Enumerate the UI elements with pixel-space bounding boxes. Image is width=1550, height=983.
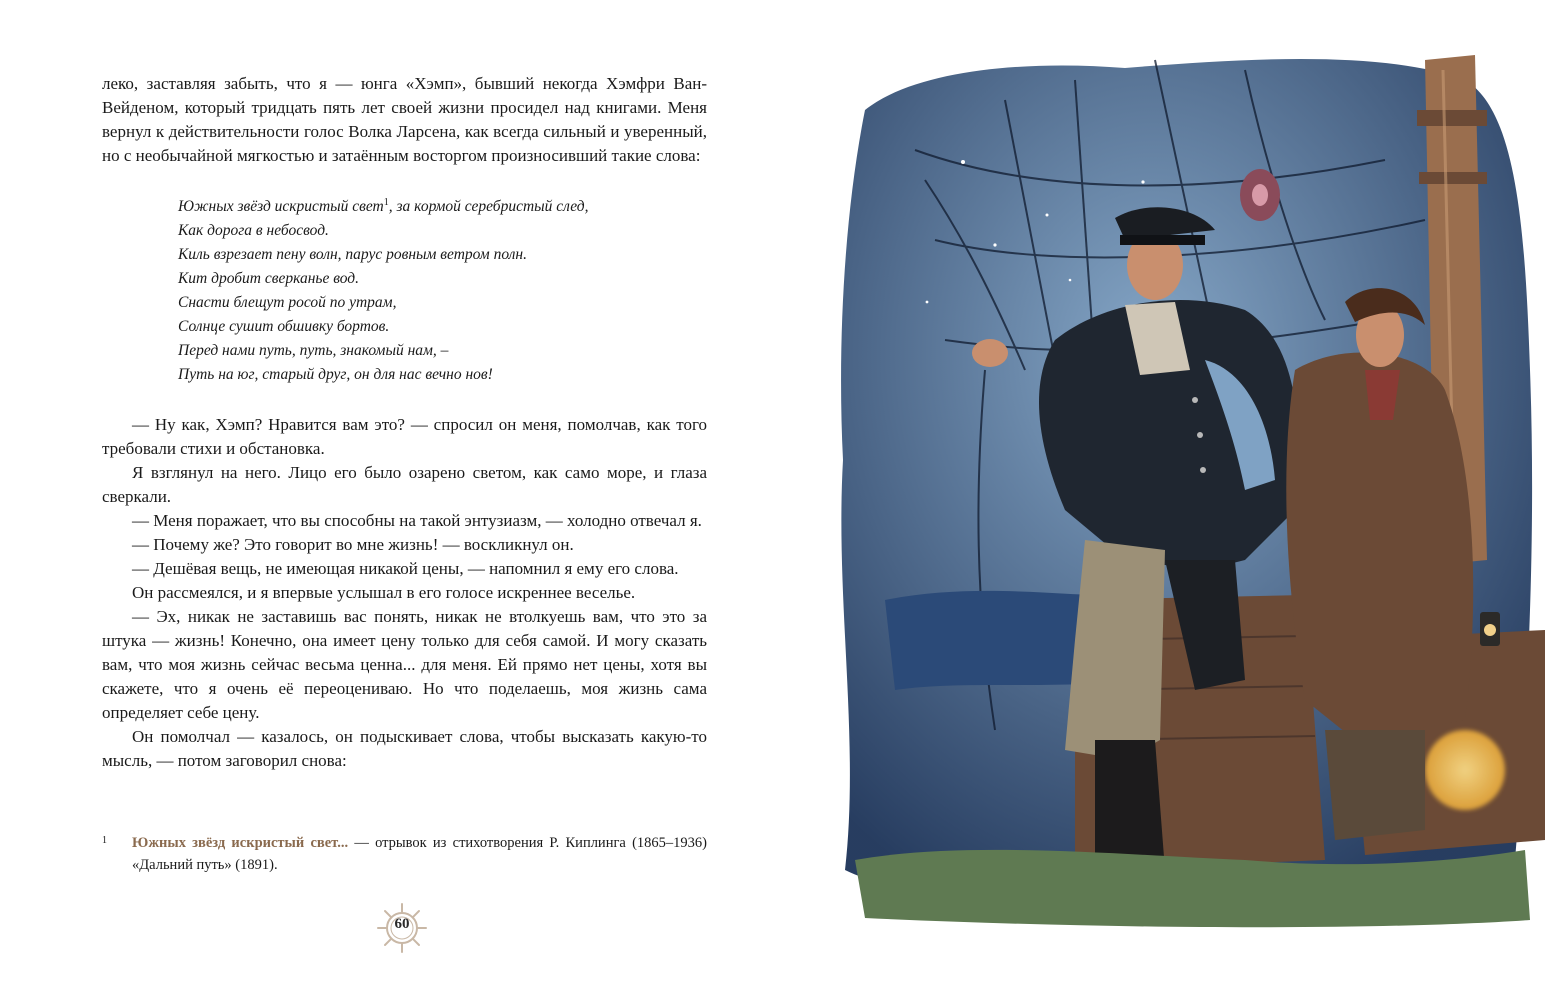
paragraph: — Меня поражает, что вы способны на такой энтузиазм, — холодно отвечал я.: [132, 511, 702, 530]
paragraph: — Дешёвая вещь, не имеющая никакой цены, — напомнил я ему его слова.: [132, 559, 679, 578]
illustration: [825, 40, 1545, 930]
dialog-block: [102, 413, 707, 773]
footnote-lemma: Южных звёзд искристый свет...: [132, 835, 349, 851]
paragraph: — Эх, никак не заставишь вас понять, никак не втолкуешь вам, что это за штука — жизнь! Конечно, она имеет цену только для себя самой. И могу сказать вам, что моя жизнь сейчас весьма ценна... для меня. Ей прямо нет цены, хотя вы скажете, что я очень её переоцениваю. Но что поделаешь, моя жизнь сама определяет себе цену.: [102, 607, 707, 722]
paragraph: — Ну как, Хэмп? Нравится вам это? — спросил он меня, помолчав, как того требовали стихи и обстановка.: [102, 415, 707, 458]
poem-line: Киль взрезает пену волн, парус ровным ветром полн.: [178, 246, 527, 263]
poem-line: Путь на юг, старый друг, он для нас вечно нов!: [178, 366, 493, 383]
paragraph: Он помолчал — казалось, он подыскивает слова, чтобы высказать какую-то мысль, — потом заговорил снова:: [102, 727, 707, 770]
poem-line: Кит дробит сверканье вод.: [178, 270, 359, 287]
page-number-badge: [376, 902, 428, 954]
footnote-text: Южных звёзд искристый свет... — отрывок из стихотворения Р. Киплинга (1865–1936) «Дальний путь» (1891).: [132, 835, 707, 873]
paragraph: — Почему же? Это говорит во мне жизнь! — воскликнул он.: [132, 535, 574, 554]
pulley-block: [1240, 169, 1280, 221]
poem-line: Как дорога в небосвод.: [178, 222, 329, 239]
poem-line: Снасти блещут росой по утрам,: [178, 294, 397, 311]
poem-block: [178, 195, 707, 387]
page-number: 60: [394, 916, 410, 932]
right-page: [775, 0, 1550, 983]
poem-line: Перед нами путь, путь, знакомый нам, –: [178, 342, 449, 359]
footnote-mark: 1: [102, 835, 107, 846]
poem-line: Южных звёзд искристый свет$^1$, за кормой серебристый след,: [178, 196, 589, 215]
text-column: [102, 72, 707, 773]
footnote-reference[interactable]: 1: [383, 196, 389, 208]
lead-paragraph: леко, заставляя забыть, что я — юнга «Хэмп», бывший некогда Хэмфри Ван-Вейденом, который тридцать пять лет своей жизни просидел над книгами. Меня вернул к действительности голос Волка Ларсена, как всегда сильный и уверенный, но с необычайной мягкостью и затаённым восторгом произносивший такие слова:: [102, 74, 707, 165]
paragraph: Он рассмеялся, и я впервые услышал в его голосе искреннее веселье.: [132, 583, 636, 602]
paragraph: Я взглянул на него. Лицо его было озарено светом, как само море, и глаза сверкали.: [102, 463, 707, 506]
poem-line: Солнце сушит обшивку бортов.: [178, 318, 390, 335]
deck-floor: [855, 850, 1530, 927]
footnote: [102, 832, 707, 876]
